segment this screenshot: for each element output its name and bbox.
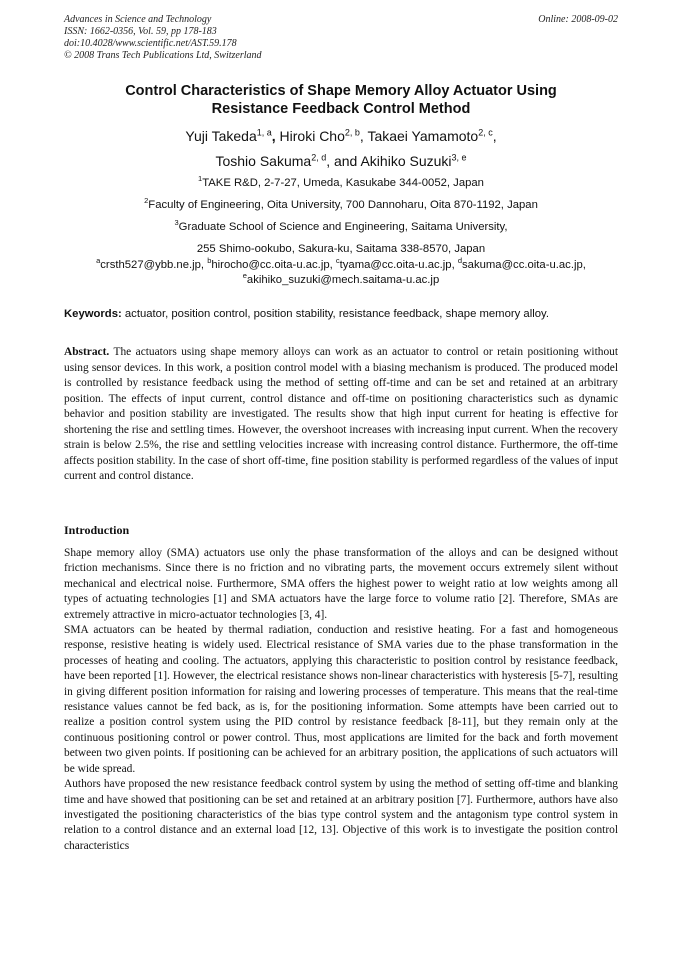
affiliation-3-address: 255 Shimo-ookubo, Sakura-ku, Saitama 338-8570, Japan [196, 243, 486, 255]
issn-line: ISSN: 1662-0356, Vol. 59, pp 178-183 [64, 26, 217, 37]
author-conjunction: , and [326, 153, 361, 169]
author-name: Toshio Sakuma [215, 153, 312, 169]
email-address: sakuma@cc.oita-u.ac.jp, [462, 259, 586, 271]
affiliation-superscript: 3 [174, 218, 179, 228]
journal-header [64, 14, 618, 62]
author-line-2 [64, 149, 618, 174]
author-superscript: 2, b [344, 127, 360, 138]
paragraph: Shape memory alloy (SMA) actuators use only the phase transformation of the alloys and can be designed without friction mechanisms. Since there is no friction and no vibrating parts, the movement occurs extremely silent without mechanical and electrical noise. Furthermore, SMA offers the highest power to weight ratio at low weights among all types of actuating technologies [1] and SMA actuators have the large force to volume ratio [2]. Therefore, SMAs are extremely attractive in micro-actuator technologies [3, 4]. [64, 547, 618, 621]
author-superscript: 1, a [256, 127, 272, 138]
author-superscript: 3, e [451, 152, 467, 163]
author-name: Hiroki Cho [279, 128, 345, 144]
author-list [64, 124, 618, 174]
title-line-1: Control Characteristics of Shape Memory Alloy Actuator Using [125, 83, 557, 99]
paragraph: Authors have proposed the new resistance feedback control system by using the method of setting off-time and blanking time and have showed that positioning can be set and retained at an arbitrary position [7]. Furthermore, authors have also investigated the positioning characteristics of the bias type control system and the antagonism type control system in relation to a control distance and an external load [12, 13]. Objective of this work is to investigate the position control characteristics [64, 778, 618, 852]
keywords-label: Keywords: [64, 308, 122, 320]
abstract [64, 345, 618, 485]
author-line-1: Yuji Takeda$^{1, a}$, Hiroki Cho$^{2, b}$, Takaei Yamamoto$^{2, c}$, [185, 127, 497, 144]
email-superscript: d [457, 256, 463, 266]
email-superscript: a [96, 256, 101, 266]
paper-title [64, 82, 618, 118]
title-line-2: Resistance Feedback Control Method [211, 101, 471, 117]
abstract-text: The actuators using shape memory alloys can work as an actuator to control or retain positioning without using sensor devices. In this work, a position control model with a biasing mechanism is produced. The produced model is controlled by resistance feedback using the method of setting off-time and can be set and retained at an arbitrary position. The effects of input current, control distance and off-time on positioning characteristics such as dynamic behavior and position stability are investigated. The results show that high input current for heating is effective for shortening the rise and settling times. However, the overshoot increases with increasing input current. When the recovery strain is below 2.5%, the rise and settling velocities increase with increasing control distance. Furthermore, the off-time affects position stability. In the case of short off-time, fine position stability is performed regardless of the values of input current and control distance. [64, 346, 618, 482]
journal-name: Advances in Science and Technology [64, 14, 212, 25]
affiliation-2 [64, 194, 618, 216]
email-superscript: e [242, 271, 247, 281]
doi-line: doi:10.4028/www.scientific.net/AST.59.178 [64, 38, 237, 49]
email-address: hirocho@cc.oita-u.ac.jp, [211, 259, 333, 271]
email-list [58, 258, 624, 288]
author-superscript: 2, d [311, 152, 327, 163]
affiliation-3 [64, 216, 618, 238]
section-heading-introduction: Introduction [64, 523, 130, 537]
email-address: akihiko_suzuki@mech.saitama-u.ac.jp [246, 274, 440, 286]
author-name: Takaei Yamamoto [367, 128, 479, 144]
paragraph: SMA actuators can be heated by thermal radiation, conduction and resistive heating. For a fast and homogeneous response, resistive heating is widely used. Electrical resistance of SMA varies due to the phase transformation in the processes of heating and cooling. The actuators, applying this characteristic to position control by resistance feedback, have been reported [1]. However, the electrical resistance shows non-linear characteristics with hysteresis [5-7], resulting in giving different position information for raising and lowering processes of temperature. This means that the real-time resistance values cannot be fed back, as is, for the positioning information. Some attempts have been carried out to realize a position control system using the PID control by resistance feedback [8-11], but they remain only at the continuous positioning control or power control. Thus, most applications are limited for the back and forth movement between two given points. If positioning can be achieved for an arbitrary position, the applications of such actuators will be wide spread. [64, 624, 618, 775]
author-name: Yuji Takeda [185, 128, 257, 144]
email-address: tyama@cc.oita-u.ac.jp, [339, 259, 455, 271]
keywords [64, 306, 618, 322]
abstract-label: Abstract. [64, 346, 110, 358]
email-superscript: c [335, 256, 340, 266]
email-address: crsth527@ybb.ne.jp, [100, 259, 205, 271]
introduction-body [64, 546, 618, 854]
affiliation-text: Faculty of Engineering, Oita University, 700 Dannoharu, Oita 870-1192, Japan [148, 199, 538, 211]
affiliation-superscript: 2 [144, 196, 149, 206]
copyright-line: © 2008 Trans Tech Publications Ltd, Switzerland [64, 50, 262, 61]
affiliation-text: Graduate School of Science and Engineering, Saitama University, [178, 221, 508, 233]
affiliation-superscript: 1 [198, 174, 203, 184]
affiliation-1 [64, 172, 618, 194]
author-name: Akihiko Suzuki [360, 153, 452, 169]
keywords-text: actuator, position control, position stability, resistance feedback, shape memory alloy. [121, 308, 549, 320]
email-superscript: b [207, 256, 212, 266]
author-superscript: 2, c [478, 127, 493, 138]
affiliation-list [64, 172, 618, 260]
online-date: Online: 2008-09-02 [538, 14, 618, 25]
affiliation-text: TAKE R&D, 2-7-27, Umeda, Kasukabe 344-0052, Japan [202, 177, 484, 189]
